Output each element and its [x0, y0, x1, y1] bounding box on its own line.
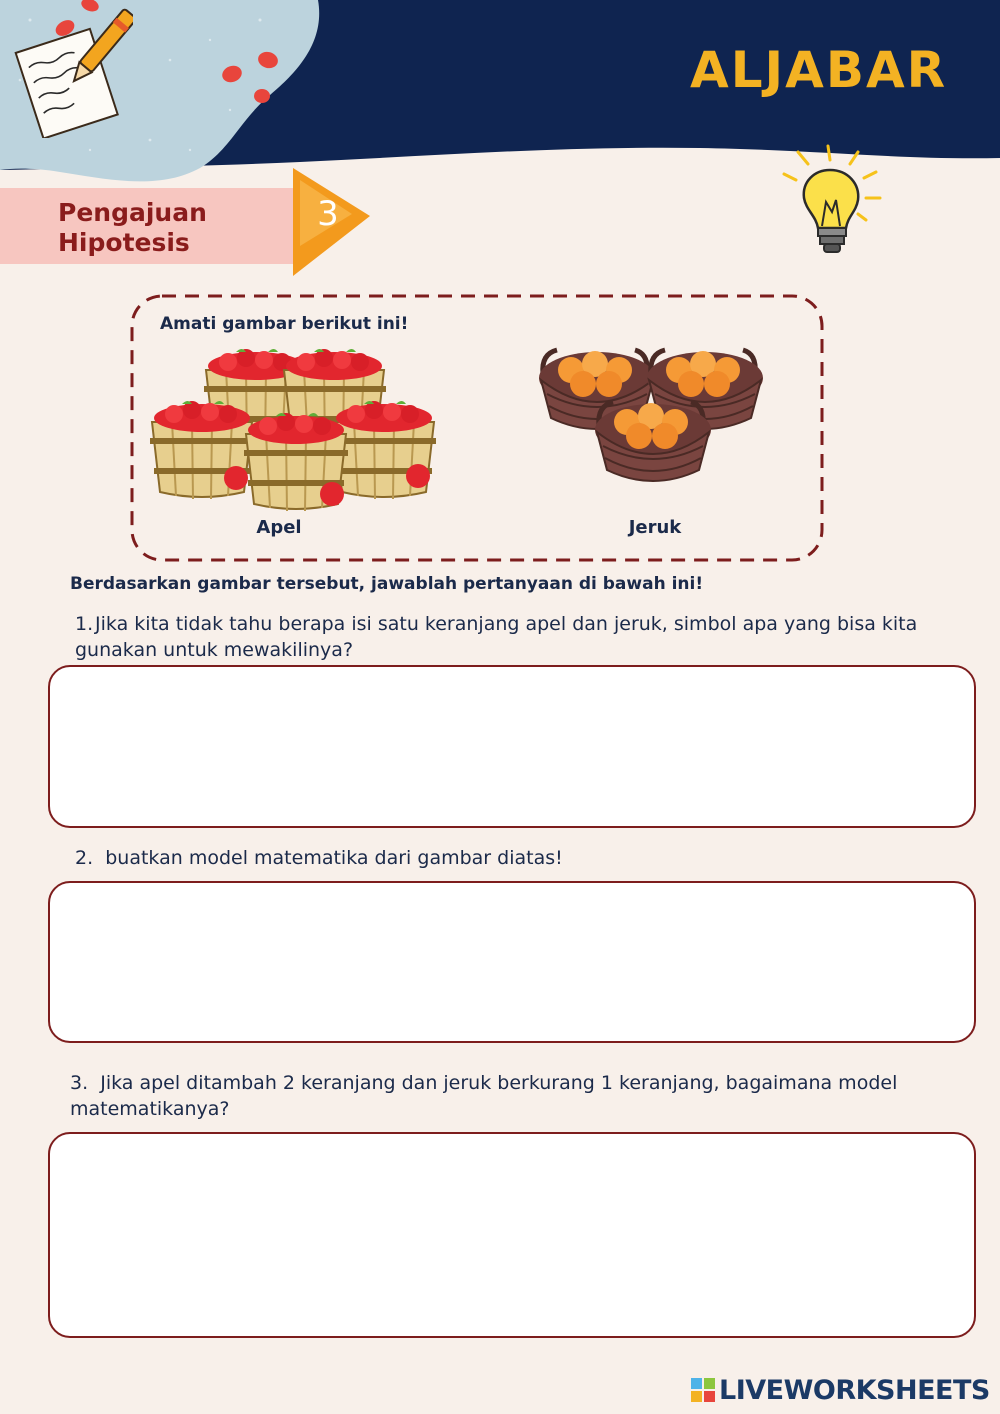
step-number-badge: 3	[317, 194, 339, 234]
question-3	[70, 1070, 960, 1122]
question-1-text: Jika kita tidak tahu berapa isi satu keranjang apel dan jeruk, simbol apa yang bisa kita gunakan untuk mewakilinya?	[75, 613, 918, 661]
question-1	[75, 611, 945, 663]
answer-box-3[interactable]	[48, 1132, 976, 1338]
liveworksheets-brand[interactable]	[690, 1372, 990, 1408]
liveworksheets-logo-icon	[690, 1377, 716, 1403]
brand-text: LIVEWORKSHEETS	[719, 1374, 990, 1406]
answer-box-1[interactable]	[48, 665, 976, 828]
apple-label: Apel	[256, 517, 302, 538]
orange-label: Jeruk	[628, 517, 682, 538]
page-title: ALJABAR	[690, 41, 948, 99]
section-label	[58, 198, 298, 258]
observation-prompt: Amati gambar berikut ini!	[160, 314, 409, 334]
question-3-text: Jika apel ditambah 2 keranjang dan jeruk berkurang 1 keranjang, bagaimana model matematikanya?	[70, 1072, 898, 1120]
question-1-number: 1.	[75, 613, 94, 635]
answer-box-2[interactable]	[48, 881, 976, 1043]
question-2	[75, 845, 945, 871]
question-2-text: buatkan model matematika dari gambar diatas!	[105, 847, 563, 869]
orange-baskets-image	[535, 334, 770, 506]
instructions-text: Berdasarkan gambar tersebut, jawablah pertanyaan di bawah ini!	[70, 574, 704, 594]
notepad-pen-icon	[8, 8, 133, 138]
section-label-line1: Pengajuan	[58, 198, 207, 227]
lightbulb-icon	[778, 142, 890, 264]
question-2-number: 2.	[75, 847, 94, 869]
section-label-line2: Hipotesis	[58, 228, 190, 257]
question-3-number: 3.	[70, 1072, 89, 1094]
apple-baskets-image	[148, 338, 443, 516]
